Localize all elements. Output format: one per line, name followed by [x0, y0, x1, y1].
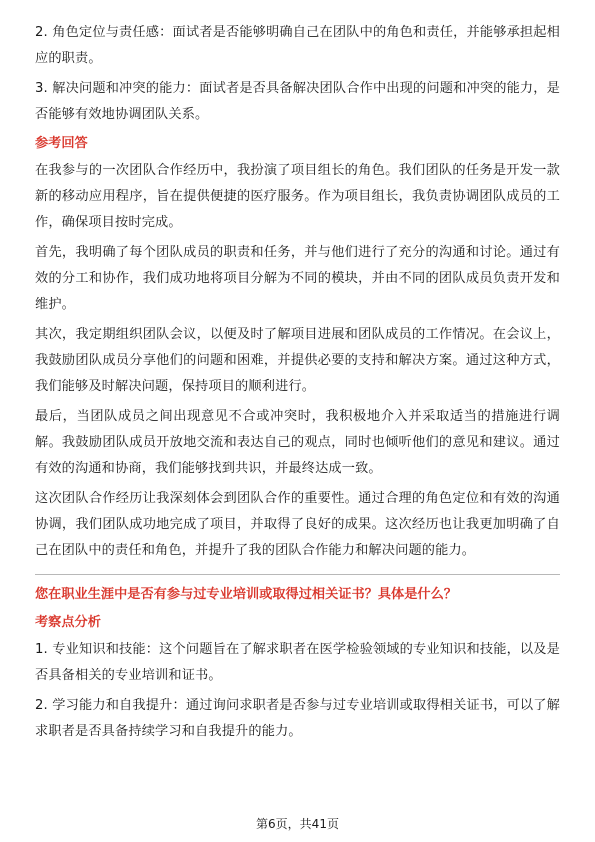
criteria-item-2: 2. 角色定位与责任感：面试者是否能够明确自己在团队中的角色和责任，并能够承担起相应的职责。: [35, 25, 560, 66]
page-number-footer: 第6页，共41页: [256, 817, 339, 831]
answer-paragraph-3: 其次，我定期组织团队会议，以便及时了解项目进展和团队成员的工作情况。在会议上，我鼓励团队成员分享他们的问题和困难，并提供必要的支持和解决方案。通过这种方式，我们能够及时解决问题，保持项目的顺利进行。: [35, 327, 560, 394]
document-page: [35, 20, 560, 749]
analysis-item-2: 2. 学习能力和自我提升：通过询问求职者是否参与过专业培训或取得相关证书，可以了解求职者是否具备持续学习和自我提升的能力。: [35, 698, 560, 739]
answer-paragraph-5: 这次团队合作经历让我深刻体会到团队合作的重要性。通过合理的角色定位和有效的沟通协调，我们团队成功地完成了项目，并取得了良好的成果。这次经历也让我更加明确了自己在团队中的责任和角色，并提升了我的团队合作能力和解决问题的能力。: [35, 491, 560, 558]
interview-question: 您在职业生涯中是否有参与过专业培训或取得过相关证书？具体是什么？: [35, 587, 457, 602]
analysis-item-1: 1. 专业知识和技能：这个问题旨在了解求职者在医学检验领域的专业知识和技能，以及是否具备相关的专业培训和证书。: [35, 642, 560, 683]
answer-paragraph-1: 在我参与的一次团队合作经历中，我扮演了项目组长的角色。我们团队的任务是开发一款新的移动应用程序，旨在提供便捷的医疗服务。作为项目组长，我负责协调团队成员的工作，确保项目按时完成。: [35, 163, 560, 230]
section-divider: [35, 574, 560, 575]
analysis-heading: 考察点分析: [35, 615, 101, 630]
criteria-item-3: 3. 解决问题和冲突的能力：面试者是否具备解决团队合作中出现的问题和冲突的能力，是否能够有效地协调团队关系。: [35, 81, 560, 122]
answer-paragraph-2: 首先，我明确了每个团队成员的职责和任务，并与他们进行了充分的沟通和讨论。通过有效的分工和协作，我们成功地将项目分解为不同的模块，并由不同的团队成员负责开发和维护。: [35, 245, 560, 312]
answer-paragraph-4: 最后，当团队成员之间出现意见不合或冲突时，我积极地介入并采取适当的措施进行调解。我鼓励团队成员开放地交流和表达自己的观点，同时也倾听他们的意见和建议。通过有效的沟通和协商，我们能够找到共识，并最终达成一致。: [35, 409, 560, 476]
reference-answer-heading: 参考回答: [35, 136, 88, 151]
